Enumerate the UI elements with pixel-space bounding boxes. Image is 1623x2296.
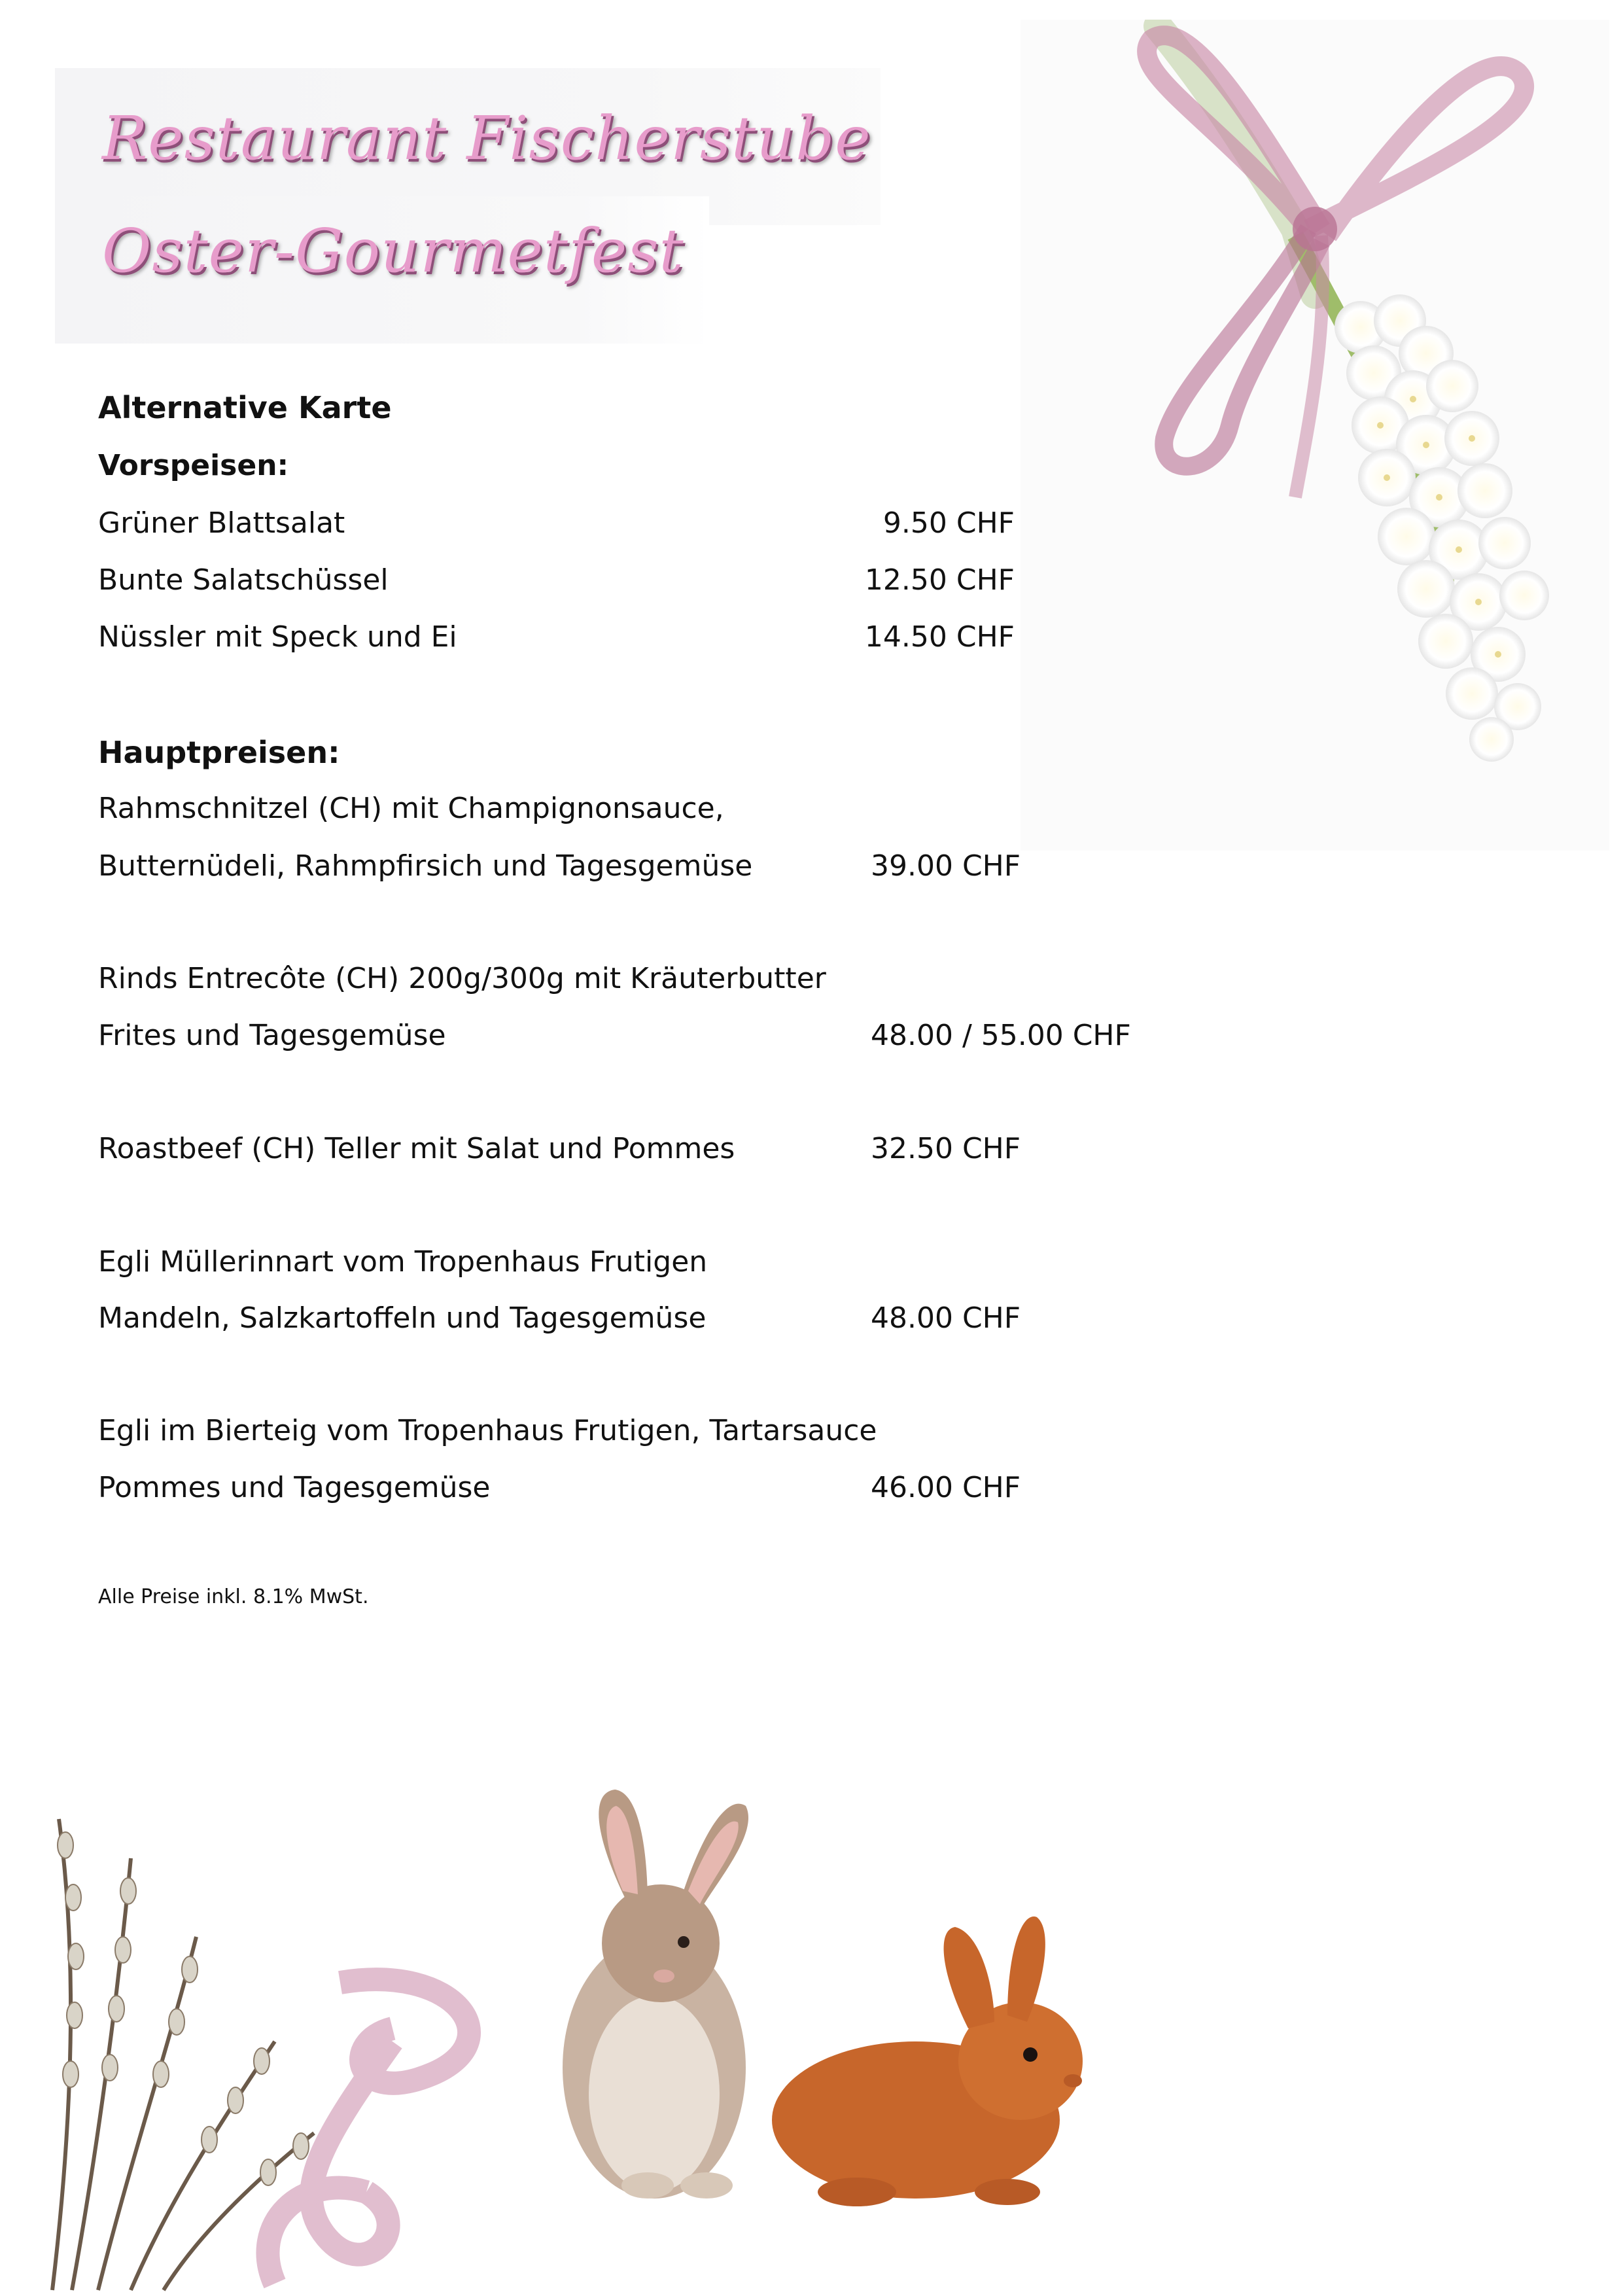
menu-item-price: 46.00 CHF <box>871 1471 1021 1504</box>
section-title: Alternative Karte <box>98 390 392 425</box>
menu-item-description: Rinds Entrecôte (CH) 200g/300g mit Kräuterbutter <box>98 962 826 995</box>
mains-heading: Hauptpreisen: <box>98 735 340 770</box>
menu-item-price: 48.00 / 55.00 CHF <box>871 1019 1131 1052</box>
menu-item-description: Butternüdeli, Rahmpfirsich und Tagesgemüse <box>98 849 753 883</box>
menu-item-description: Frites und Tagesgemüse <box>98 1019 446 1052</box>
menu-item-price: 48.00 CHF <box>871 1301 1021 1335</box>
menu-item-description: Roastbeef (CH) Teller mit Salat und Pommes <box>98 1132 735 1165</box>
menu-item-name: Nüssler mit Speck und Ei <box>98 620 457 654</box>
menu-item-price: 39.00 CHF <box>871 849 1021 883</box>
menu-item-price: 14.50 CHF <box>864 620 1015 654</box>
rabbits-decoration <box>550 1780 1112 2212</box>
menu-item-price: 12.50 CHF <box>864 563 1015 597</box>
menu-item-description: Mandeln, Salzkartoffeln und Tagesgemüse <box>98 1301 707 1335</box>
menu-item-name: Grüner Blattsalat <box>98 506 345 540</box>
restaurant-title: Restaurant Fischerstube <box>102 103 871 173</box>
hyacinth-ribbon-decoration <box>1021 20 1609 851</box>
menu-item-description: Egli Müllerinnart vom Tropenhaus Frutigen <box>98 1245 708 1279</box>
menu-item-price: 32.50 CHF <box>871 1132 1021 1165</box>
starters-heading: Vorspeisen: <box>98 449 289 482</box>
menu-item-description: Pommes und Tagesgemüse <box>98 1471 491 1504</box>
event-title: Oster-Gourmetfest <box>102 216 684 286</box>
menu-item-name: Bunte Salatschüssel <box>98 563 389 597</box>
menu-item-description: Egli im Bierteig vom Tropenhaus Frutigen, Tartarsauce <box>98 1414 877 1447</box>
menu-item-price: 9.50 CHF <box>882 506 1015 540</box>
pussy-willow-decoration <box>0 1767 536 2296</box>
vat-note: Alle Preise inkl. 8.1% MwSt. <box>98 1585 369 1608</box>
menu-item-description: Rahmschnitzel (CH) mit Champignonsauce, <box>98 792 724 825</box>
